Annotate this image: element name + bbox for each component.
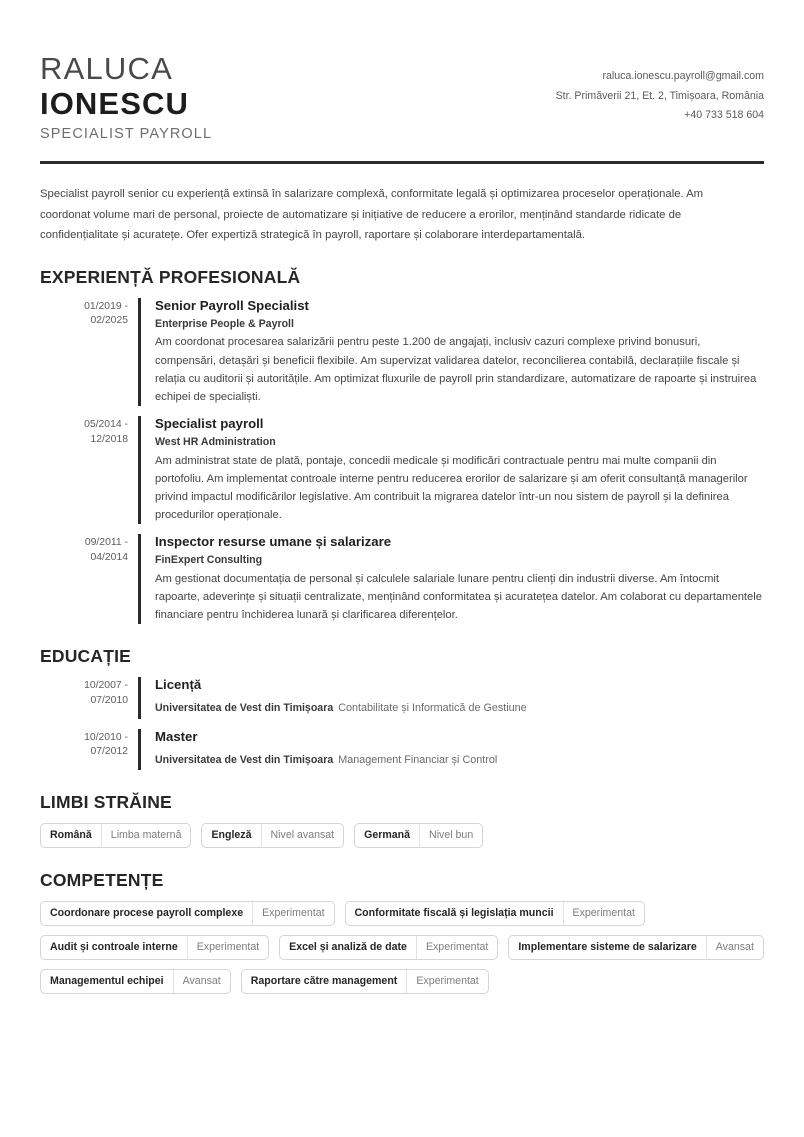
skill-level: Experimentat xyxy=(252,902,333,925)
section-title-skills: COMPETENȚE xyxy=(40,869,164,890)
professional-summary: Specialist payroll senior cu experiență extinsă în salarizare complexă, conformitate legală și optimizarea proceselor operaționale. Am coordonat volume mari de personal, proiecte de automatizare și inițiative de reducere a erorilor, menținând standarde ridicate de confidențialitate și acuratețe. Ofer expertiză strategică în payroll, raportare și colaborare interdepartamentală. xyxy=(40,188,704,241)
date-end: 04/2014 xyxy=(90,552,128,564)
skill-name: Managementul echipei xyxy=(50,975,164,988)
skill-tag xyxy=(40,901,335,926)
education-degree: Master xyxy=(155,728,198,744)
experience-organization: FinExpert Consulting xyxy=(155,554,263,567)
education-degree: Licență xyxy=(155,677,202,693)
skill-tag xyxy=(345,901,645,926)
language-level: Nivel avansat xyxy=(261,824,344,847)
job-title: SPECIALIST PAYROLL xyxy=(40,126,213,143)
contact-email: raluca.ionescu.payroll@gmail.com xyxy=(602,70,764,82)
skill-name: Implementare sisteme de salarizare xyxy=(518,941,697,954)
education-entry xyxy=(40,677,764,718)
skill-name: Excel și analiză de date xyxy=(289,941,407,954)
education-school: Universitatea de Vest din Timișoara xyxy=(155,753,334,766)
experience-body xyxy=(141,534,764,624)
section-title-education: EDUCAȚIE xyxy=(40,646,132,667)
skill-tag xyxy=(40,969,231,994)
language-level: Limba maternă xyxy=(101,824,191,847)
education-dates xyxy=(40,729,138,770)
experience-dates xyxy=(40,298,138,406)
experience-description: Am administrat state de plată, pontaje, concedii medicale și modificări contractuale pentru mai multe companii din portofoliu. Am implementat controale interne pentru reducerea erorilor de salarizare și am oferit consultanță managerilor privind impactul modificărilor legislative. Am contribuit la migrarea datelor într-un nou sistem de payroll și la definirea procedurilor operaționale. xyxy=(155,454,748,522)
experience-body xyxy=(141,298,764,406)
section-title-languages: LIMBI STRĂINE xyxy=(40,791,172,812)
resume-header xyxy=(40,52,764,142)
experience-title: Specialist payroll xyxy=(155,416,264,431)
education-body xyxy=(141,729,764,770)
language-name: Germană xyxy=(364,829,411,842)
date-end: 07/2010 xyxy=(90,695,128,707)
section-skills xyxy=(40,870,764,994)
experience-description: Am gestionat documentația de personal și calculele salariale lunare pentru clienți din industrii diverse. Am întocmit rapoarte, adeverințe și situații centralizate, menținând conformitatea și acuratețea datelor. Am colaborat cu departamentele financiare pentru închiderea lunară și clarificarea diferențelor. xyxy=(155,573,762,622)
skill-name: Raportare către management xyxy=(250,975,398,988)
header-divider xyxy=(40,161,764,164)
experience-title: Inspector resurse umane și salarizare xyxy=(155,534,392,550)
language-level: Nivel bun xyxy=(419,824,482,847)
language-name: Engleză xyxy=(211,829,252,842)
experience-title: Senior Payroll Specialist xyxy=(155,297,309,313)
date-end: 02/2025 xyxy=(90,315,128,327)
experience-body xyxy=(141,416,764,524)
experience-organization: West HR Administration xyxy=(155,435,276,448)
contact-phone: +40 733 518 604 xyxy=(684,109,764,122)
section-education xyxy=(40,646,764,770)
experience-entry xyxy=(40,416,764,524)
education-detail-line xyxy=(155,748,764,770)
skill-level: Avansat xyxy=(706,936,763,959)
date-start: 10/2010 - xyxy=(84,731,128,743)
languages-tag-list xyxy=(40,823,764,848)
section-title-experience: EXPERIENȚĂ PROFESIONALĂ xyxy=(40,266,301,287)
experience-organization: Enterprise People & Payroll xyxy=(155,317,294,330)
identity-block xyxy=(40,52,212,142)
skill-level: Experimentat xyxy=(187,936,268,959)
language-tag xyxy=(201,823,344,848)
language-tag xyxy=(354,823,483,848)
skill-level: Experimentat xyxy=(416,936,497,959)
date-end: 12/2018 xyxy=(90,433,128,445)
date-start: 05/2014 - xyxy=(84,419,128,430)
experience-dates xyxy=(40,534,138,624)
date-start: 10/2007 - xyxy=(84,680,128,692)
skill-tag xyxy=(241,969,489,994)
experience-dates xyxy=(40,416,138,524)
skill-level: Avansat xyxy=(173,970,230,993)
experience-entry xyxy=(40,298,764,406)
skill-tag xyxy=(40,935,269,960)
skill-level: Experimentat xyxy=(563,902,644,925)
education-body xyxy=(141,677,764,718)
skill-tag xyxy=(279,935,498,960)
last-name: IONESCU xyxy=(40,85,189,121)
skill-name: Conformitate fiscală și legislația muncii xyxy=(354,907,554,920)
date-start: 01/2019 - xyxy=(84,300,128,312)
skill-name: Audit și controale interne xyxy=(50,941,178,954)
skill-level: Experimentat xyxy=(406,970,487,993)
experience-description: Am coordonat procesarea salarizării pentru peste 1.200 de angajați, inclusiv cazuri complexe privind bonusuri, compensări, detașări și beneficii flexibile. Am supervizat validarea datelor, reconcilierea contabilă, declarațiile fiscale și relația cu auditorii și autoritățile. Am optimizat fluxurile de payroll prin standardizare, automatizare de rapoarte și instruirea echipei de specialiști. xyxy=(155,336,757,403)
education-entry xyxy=(40,729,764,770)
education-detail-line xyxy=(155,696,764,718)
language-tag xyxy=(40,823,191,848)
education-field: Contabilitate și Informatică de Gestiune xyxy=(338,702,527,715)
skills-tag-list xyxy=(40,901,764,994)
education-school: Universitatea de Vest din Timișoara xyxy=(155,702,334,715)
first-name: RALUCA xyxy=(40,51,173,86)
section-experience xyxy=(40,267,764,625)
education-dates xyxy=(40,677,138,718)
contact-address: Str. Primăverii 21, Et. 2, Timișoara, România xyxy=(555,89,764,102)
experience-entry xyxy=(40,534,764,624)
skill-name: Coordonare procese payroll complexe xyxy=(50,907,244,920)
section-languages xyxy=(40,792,764,848)
skill-tag xyxy=(508,935,764,960)
contact-block xyxy=(556,52,764,126)
date-start: 09/2011 - xyxy=(84,537,128,549)
education-field: Management Financiar și Control xyxy=(338,753,498,766)
language-name: Română xyxy=(50,829,92,842)
date-end: 07/2012 xyxy=(90,746,128,758)
